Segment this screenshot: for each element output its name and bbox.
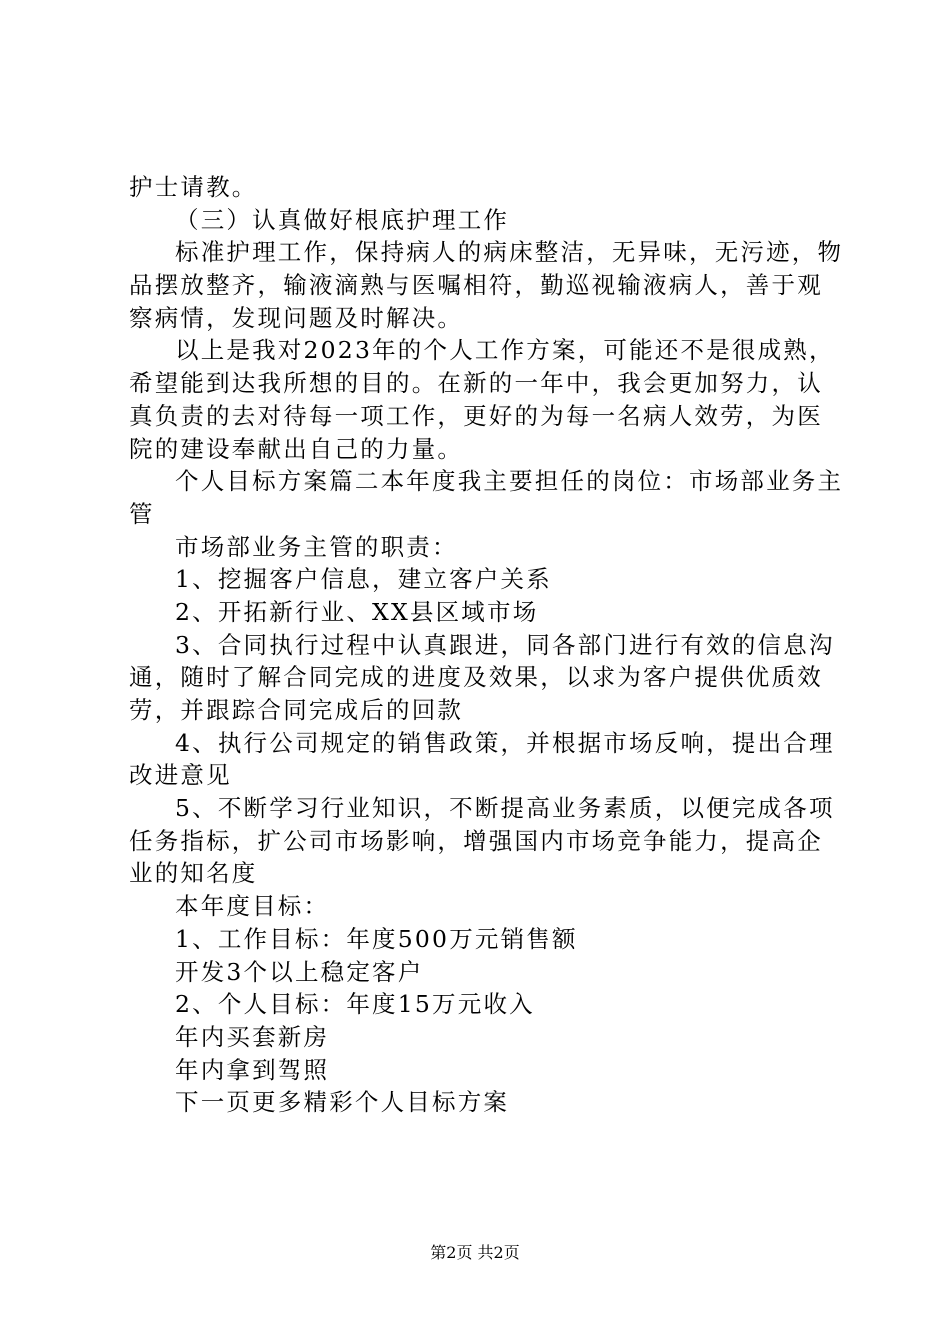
list-item: 4、执行公司规定的销售政策，并根据市场反响，提出合理 bbox=[175, 728, 835, 757]
text-line: 本年度目标： bbox=[175, 892, 330, 921]
text-line: 改进意见 bbox=[129, 761, 232, 790]
list-item: 2、开拓新行业、XX县区域市场 bbox=[175, 597, 539, 626]
list-item: 3、合同执行过程中认真跟进，同各部门进行有效的信息沟 bbox=[175, 630, 835, 659]
list-item: 5、不断学习行业知识，不断提高业务素质，以便完成各项 bbox=[175, 794, 835, 823]
text-line: 业的知名度 bbox=[129, 859, 258, 888]
text-line: 察病情，发现问题及时解决。 bbox=[129, 303, 464, 332]
list-item: 1、工作目标：年度500万元销售额 bbox=[175, 924, 578, 953]
text-line: 品摆放整齐，输液滴熟与医嘱相符，勤巡视输液病人，善于观 bbox=[129, 271, 823, 300]
text-line: 市场部业务主管的职责： bbox=[175, 532, 458, 561]
next-page-link: 下一页更多精彩个人目标方案 bbox=[175, 1088, 510, 1117]
section-heading: 个人目标方案篇二本年度我主要担任的岗位：市场部业务主 bbox=[175, 467, 844, 496]
list-item: 2、个人目标：年度15万元收入 bbox=[175, 990, 535, 1019]
text-line: 标准护理工作，保持病人的病床整洁，无异味，无污迹，物 bbox=[175, 238, 844, 267]
text-line: 年内拿到驾照 bbox=[175, 1055, 330, 1084]
list-item: 1、挖掘客户信息，建立客户关系 bbox=[175, 565, 552, 594]
text-line: 以上是我对2023年的个人工作方案，可能还不是很成熟， bbox=[175, 336, 835, 365]
text-line: 真负责的去对待每一项工作，更好的为每一名病人效劳，为医 bbox=[129, 401, 823, 430]
document-body bbox=[129, 171, 844, 1119]
text-line: 劳，并跟踪合同完成后的回款 bbox=[129, 696, 464, 724]
page-number-footer: 第2页 共2页 bbox=[430, 1243, 520, 1262]
text-line: 希望能到达我所想的目的。在新的一年中，我会更加努力，认 bbox=[129, 369, 823, 398]
text-line: 开发3个以上稳定客户 bbox=[175, 957, 424, 986]
text-line: 管 bbox=[129, 499, 155, 528]
text-line: 院的建设奉献出自己的力量。 bbox=[129, 434, 464, 463]
text-line: 任务指标，扩公司市场影响，增强国内市场竞争能力，提高企 bbox=[129, 826, 823, 855]
text-line: 通，随时了解合同完成的进度及效果，以求为客户提供优质效 bbox=[129, 663, 823, 692]
section-heading: （三）认真做好根底护理工作 bbox=[175, 205, 510, 234]
text-line: 护士请教。 bbox=[129, 173, 258, 201]
text-line: 年内买套新房 bbox=[175, 1022, 330, 1051]
